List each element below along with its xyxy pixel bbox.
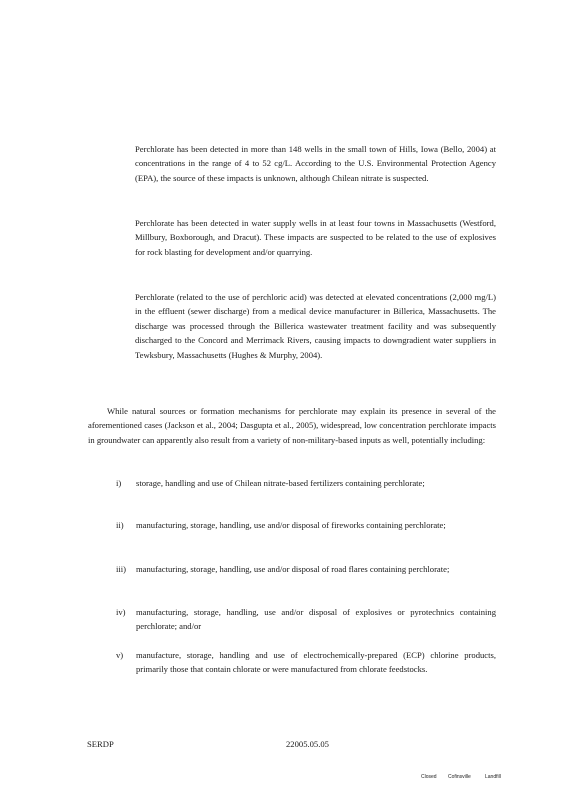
bullet-item	[114, 290, 496, 362]
list-number: ii)	[116, 520, 124, 530]
list-number: iii)	[116, 564, 127, 574]
list-item	[116, 518, 496, 532]
list-number: v)	[116, 650, 124, 660]
corner-label: Closed	[421, 774, 437, 780]
list-text: storage, handling and use of Chilean nitrate-based fertilizers containing perchlorate;	[136, 478, 425, 488]
list-item	[116, 648, 496, 677]
list-item	[116, 605, 496, 634]
body-paragraph: While natural sources or formation mechanisms for perchlorate may explain its presence in several of the aforementioned cases (Jackson et al., 2004; Dasgupta et al., 2005), widespread, low concentration perchlorate impacts in groundwater can apparently also result from a variety of non-military-based inputs as well, potentially including:	[88, 406, 496, 445]
bullet-item	[114, 142, 496, 185]
corner-label: Landfill	[485, 774, 501, 780]
corner-label: Cofinsville	[448, 774, 471, 780]
footer-date: 22005.05.05	[286, 739, 329, 749]
list-number: i)	[116, 478, 122, 488]
bullet-text: Perchlorate has been detected in water supply wells in at least four towns in Massachusetts (Westford, Millbury, Boxborough, and Dracut). These impacts are suspected to be related to the use of explosives for rock blasting for development and/or quarrying.	[135, 218, 496, 257]
list-number: iv)	[116, 607, 126, 617]
bullet-text: Perchlorate has been detected in more than 148 wells in the small town of Hills, Iowa (Bello, 2004) at concentrations in the range of 4 to 52 cg/L. According to the U.S. Environmental Protection Agency (EPA), the source of these impacts is unknown, although Chilean nitrate is suspected.	[135, 144, 496, 183]
list-text: manufacture, storage, handling and use of electrochemically-prepared (ECP) chlorine products, primarily those that contain chlorate or were manufactured from chlorate feedstocks.	[136, 650, 496, 675]
list-item	[116, 562, 496, 576]
list-text: manufacturing, storage, handling, use and/or disposal of road flares containing perchlorate;	[136, 564, 450, 574]
list-text: manufacturing, storage, handling, use and/or disposal of explosives or pyrotechnics containing perchlorate; and/or	[136, 607, 496, 632]
bullet-text: Perchlorate (related to the use of perchloric acid) was detected at elevated concentrations (2,000 mg/L) in the effluent (sewer discharge) from a medical device manufacturer in Billerica, Massachusetts. The discharge was processed through the Billerica wastewater treatment facility and was subsequently discharged to the Concord and Merrimack Rivers, causing impacts to downgradient water suppliers in Tewksbury, Massachusetts (Hughes & Murphy, 2004).	[135, 292, 496, 360]
bullet-item	[114, 216, 496, 259]
footer-org: SERDP	[87, 739, 114, 749]
list-item	[116, 476, 496, 490]
list-text: manufacturing, storage, handling, use and/or disposal of fireworks containing perchlorate;	[136, 520, 446, 530]
